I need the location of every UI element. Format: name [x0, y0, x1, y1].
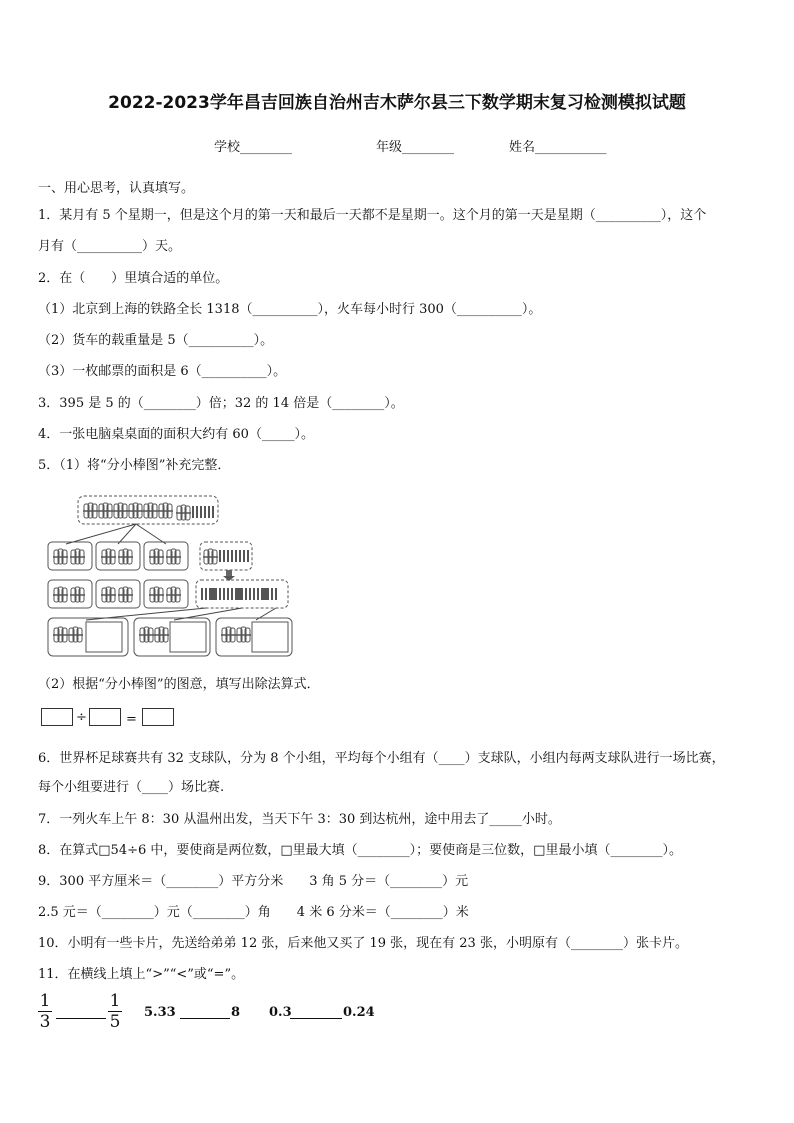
divisor-box[interactable]	[89, 708, 121, 726]
question-4: 4．一张电脑桌桌面的面积大约有 60（_____）。	[38, 427, 314, 442]
question-10: 10．小明有一些卡片，先送给弟弟 12 张，后来他又买了 19 张，现在有 23 张，小明原有（________）张卡片。	[38, 936, 688, 951]
question-6-line1: 6．世界杯足球赛共有 32 支球队，分为 8 个小组，平均每个小组有（____）支球队，小组内每两支球队进行一场比赛，	[38, 751, 725, 766]
fraction-one-third: 1 3	[39, 991, 51, 1032]
compare-blank-3[interactable]	[290, 1018, 342, 1019]
stick-division-diagram	[46, 492, 296, 660]
compare-3-right: 0.24	[343, 1005, 375, 1020]
question-2-part2: （2）货车的载重量是 5（__________）。	[38, 333, 274, 348]
compare-3-left: 0.3	[269, 1005, 292, 1020]
question-7: 7．一列火车上午 8：30 从温州出发，当天下午 3：30 到达杭州，途中用去了_____小时。	[38, 812, 561, 827]
quotient-box[interactable]	[142, 708, 174, 726]
dividend-box[interactable]	[41, 708, 73, 726]
question-5-part1: 5．（1）将“分小棒图”补充完整．	[38, 458, 231, 473]
compare-blank-1[interactable]	[56, 1018, 106, 1019]
question-6-line2: 每个小组要进行（____）场比赛.	[38, 780, 225, 795]
question-2-part1: （1）北京到上海的铁路全长 1318（__________），火车每小时行 300（__________）。	[38, 302, 542, 317]
question-5-part2: （2）根据“分小棒图”的图意，填写出除法算式．	[38, 677, 320, 692]
question-3: 3．395 是 5 的（________）倍；32 的 14 倍是（________）。	[38, 396, 404, 411]
page-title: 2022-2023学年昌吉回族自治州吉木萨尔县三下数学期末复习检测模拟试题	[108, 93, 686, 113]
question-2-stem: 2．在（ ）里填合适的单位。	[38, 271, 229, 286]
compare-blank-2[interactable]	[180, 1018, 230, 1019]
equals-sign: =	[126, 712, 137, 727]
name-field[interactable]: 姓名___________	[509, 140, 607, 155]
section-heading: 一、用心思考，认真填写。	[38, 181, 195, 196]
question-2-part3: （3）一枚邮票的面积是 6（__________）。	[38, 364, 287, 379]
grade-field[interactable]: 年级________	[376, 140, 455, 155]
question-9-line2: 2.5 元＝（________）元（________）角 4 米 6 分米＝（________）米	[38, 905, 469, 920]
question-1-line1: 1．某月有 5 个星期一，但是这个月的第一天和最后一天都不是星期一。这个月的第一天是星期（__________），这个	[38, 208, 707, 223]
question-9-line1: 9．300 平方厘米＝（________）平方分米 3 角 5 分＝（________）元	[38, 874, 469, 889]
compare-2-right: 8	[231, 1005, 241, 1020]
question-8: 8．在算式□54÷6 中，要使商是两位数，□里最大填（________）；要使商是三位数，□里最小填（________）。	[38, 843, 682, 858]
question-1-line2: 月有（__________）天。	[38, 239, 182, 254]
fraction-one-fifth: 1 5	[109, 991, 121, 1032]
compare-2-left: 5.33	[144, 1005, 176, 1020]
question-11-stem: 11．在横线上填上“>”“<”或“=”。	[38, 967, 245, 982]
school-field[interactable]: 学校________	[214, 140, 293, 155]
divide-sign: ÷	[76, 710, 87, 725]
